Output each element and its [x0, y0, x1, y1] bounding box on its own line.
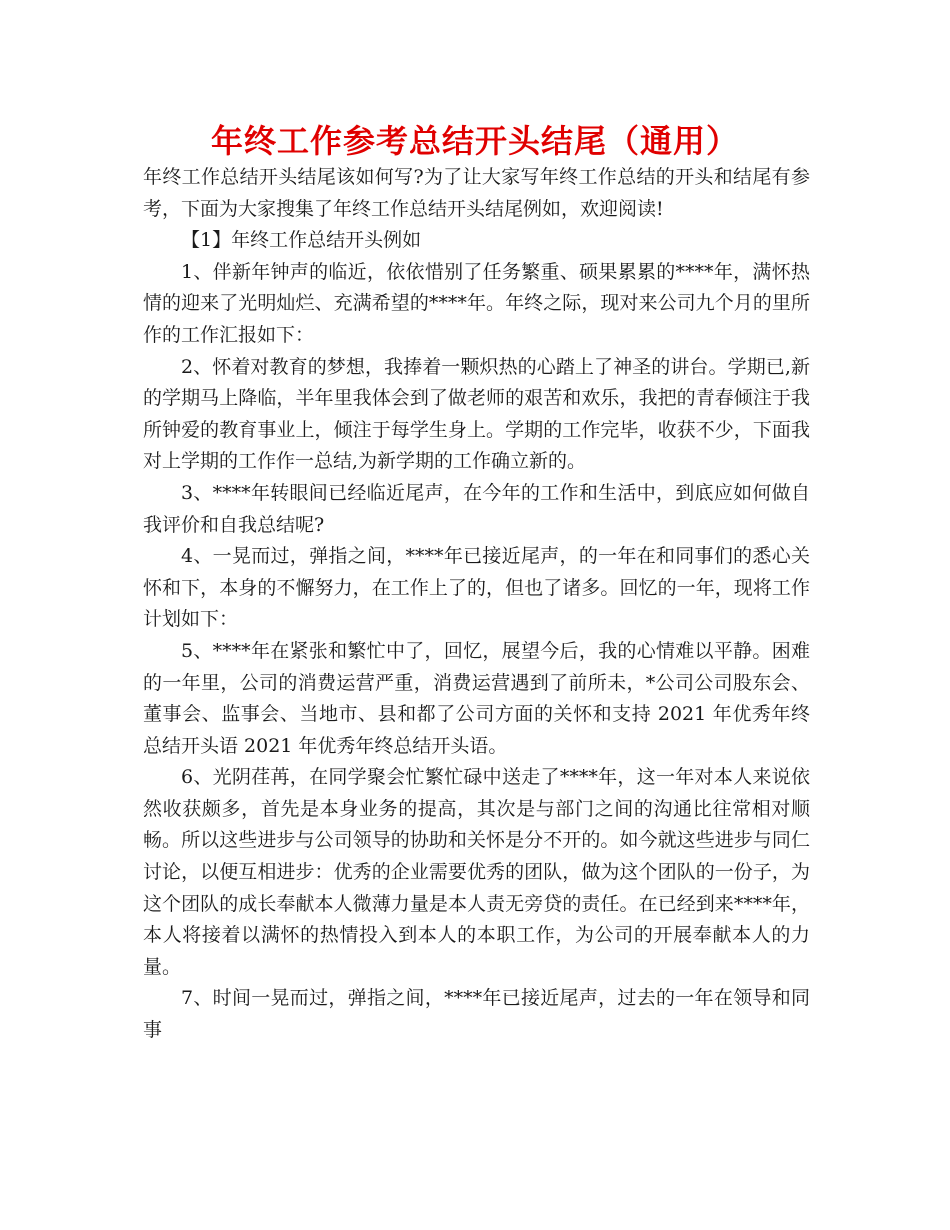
- paragraph-5: 5、****年在紧张和繁忙中了，回忆，展望今后，我的心情难以平静。困难的一年里，公司的消费运营严重，消费运营遇到了前所未，*公司公司股东会、董事会、监事会、当地市、县和都了公司方面的关怀和支持 2021 年优秀年终总结开头语 2021 年优秀年终总结开头语。: [143, 639, 810, 757]
- document-body: [143, 162, 810, 1047]
- paragraph-3: 3、****年转眼间已经临近尾声，在今年的工作和生活中，到底应如何做自我评价和自我总结呢?: [143, 481, 810, 536]
- paragraph-1: 1、伴新年钟声的临近，依依惜别了任务繁重、硕果累累的****年，满怀热情的迎来了光明灿烂、充满希望的****年。年终之际，现对来公司九个月的里所作的工作汇报如下：: [143, 260, 810, 346]
- paragraph-4: 4、一晃而过，弹指之间，****年已接近尾声，的一年在和同事们的悉心关怀和下，本身的不懈努力，在工作上了的，但也了诸多。回忆的一年，现将工作计划如下：: [143, 545, 810, 631]
- paragraph-6: 6、光阴荏苒，在同学聚会忙繁忙碌中送走了****年，这一年对本人来说依然收获颇多，首先是本身业务的提高，其次是与部门之间的沟通比往常相对顺畅。所以这些进步与公司领导的协助和关怀是分不开的。如今就这些进步与同仁讨论，以便互相进步：优秀的企业需要优秀的团队，做为这个团队的一份子，为这个团队的成长奉献本人微薄力量是本人责无旁贷的责任。在已经到来****年，本人将接着以满怀的热情投入到本人的本职工作，为公司的开展奉献本人的力量。: [143, 766, 810, 978]
- paragraph-7: 7、时间一晃而过，弹指之间，****年已接近尾声，过去的一年在领导和同事: [143, 987, 810, 1042]
- paragraph-2: 2、怀着对教育的梦想，我捧着一颗炽热的心踏上了神圣的讲台。学期已,新的学期马上降临，半年里我体会到了做老师的艰苦和欢乐，我把的青春倾注于我所钟爱的教育事业上，倾注于每学生身上。学期的工作完毕，收获不少，下面我对上学期的工作作一总结,为新学期的工作确立新的。: [143, 355, 810, 473]
- document-title: 年终工作参考总结开头结尾（通用）: [210, 122, 739, 160]
- section-heading: 【1】年终工作总结开头例如: [181, 229, 422, 252]
- intro-paragraph: 年终工作总结开头结尾该如何写?为了让大家写年终工作总结的开头和结尾有参考，下面为大家搜集了年终工作总结开头结尾例如，欢迎阅读!: [143, 166, 810, 220]
